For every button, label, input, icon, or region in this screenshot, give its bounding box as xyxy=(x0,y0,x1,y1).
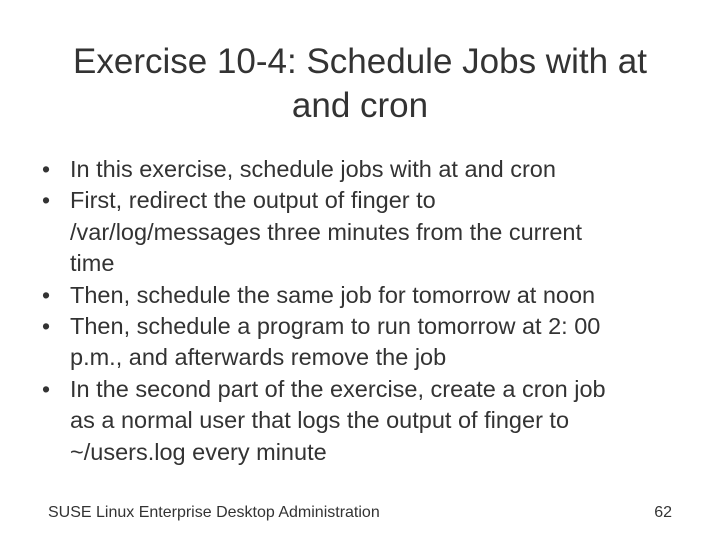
bullet-text-line: Then, schedule the same job for tomorrow at noon xyxy=(70,281,596,308)
bullet-item xyxy=(22,374,692,468)
bullet-text-line: /var/log/messages three minutes from the current xyxy=(70,218,582,245)
bullet-text-line: as a normal user that logs the output of finger to xyxy=(70,407,570,434)
bullet-item xyxy=(22,185,692,279)
slide-title-line-1: Exercise 10-4: Schedule Jobs with at xyxy=(73,42,647,81)
slide-title xyxy=(0,40,720,128)
bullet-text-line: First, redirect the output of finger to xyxy=(70,187,436,214)
bullet-text xyxy=(70,311,600,374)
bullet-text-line: time xyxy=(70,250,115,277)
bullet-text-line: ~/users.log every minute xyxy=(70,438,327,465)
bullet-marker: • xyxy=(41,313,51,340)
bullet-text xyxy=(70,280,595,311)
bullet-marker: • xyxy=(41,187,51,214)
bullet-item xyxy=(22,280,692,311)
bullet-list xyxy=(22,154,692,468)
bullet-marker: • xyxy=(41,156,51,182)
bullet-text-line: In the second part of the exercise, create a cron job xyxy=(70,375,606,402)
bullet-item xyxy=(22,311,692,374)
footer-page-number: 62 xyxy=(654,504,672,521)
bullet-text-line: In this exercise, schedule jobs with at and cron xyxy=(70,156,556,182)
bullet-item xyxy=(22,154,692,185)
bullet-marker: • xyxy=(41,281,51,308)
footer-course-title: SUSE Linux Enterprise Desktop Administration xyxy=(48,504,380,521)
bullet-text xyxy=(70,185,582,279)
bullet-text xyxy=(70,374,606,468)
bullet-text-line: Then, schedule a program to run tomorrow at 2: 00 xyxy=(70,313,601,340)
slide-title-line-2: and cron xyxy=(291,86,429,125)
bullet-marker: • xyxy=(41,375,51,402)
bullet-text xyxy=(70,154,556,185)
bullet-text-line: p.m., and afterwards remove the job xyxy=(70,344,447,371)
